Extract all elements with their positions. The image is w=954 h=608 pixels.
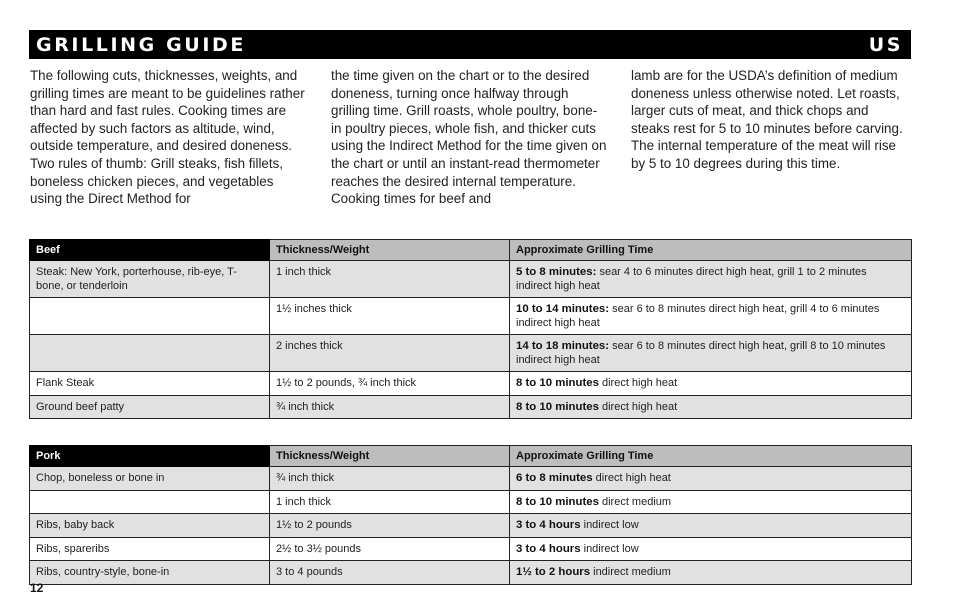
cut-cell: Steak: New York, porterhouse, rib-eye, T-bone, or tenderloin [30, 261, 270, 298]
table-row [30, 372, 912, 396]
time-cell [510, 372, 912, 396]
guide-title-bar [29, 30, 911, 59]
cut-cell: Flank Steak [30, 372, 270, 396]
time-bold: 3 to 4 hours [516, 542, 581, 555]
time-cell [510, 395, 912, 419]
intro-column-1: The following cuts, thicknesses, weights, and grilling times are meant to be guidelines rather than hard and fast rules. Cooking times are affected by such factors as altitude, wind, outside temperature, and desired doneness. Two rules of thumb: Grill steaks, fish fillets, boneless chicken pieces, and vegetables using the Direct Method for [30, 68, 305, 207]
time-detail: indirect medium [590, 566, 671, 578]
time-detail: direct high heat [598, 400, 678, 413]
cut-cell [30, 335, 270, 372]
beef-thickness-header: Thickness/Weight [270, 240, 510, 261]
time-bold: 1½ to 2 hours [516, 566, 591, 578]
time-bold: 14 to 18 minutes: [516, 340, 610, 352]
pork-table [29, 445, 912, 585]
time-bold: 3 to 4 hours [516, 519, 581, 531]
thickness-cell: 1½ to 2 pounds, ¾ inch thick [270, 372, 510, 396]
cut-cell [30, 490, 270, 514]
intro-column-2: the time given on the chart or to the desired doneness, turning once halfway through grilling time. Grill roasts, whole poultry, bone-in poultry pieces, whole fish, and thicker cuts using the Indirect Method for the time given on the chart or until an instant-read thermometer reaches the desired internal temperature. Cooking times for beef and [331, 68, 607, 207]
time-bold: 8 to 10 minutes [516, 377, 599, 389]
intro-column-3: lamb are for the USDA’s definition of medium doneness unless otherwise noted. Let roasts, larger cuts of meat, and thick chops and steaks rest for 5 to 10 minutes before carving. The internal temperature of the meat will rise by 5 to 10 degrees during this time. [631, 68, 903, 171]
table-row [30, 261, 912, 298]
region-label: US [868, 33, 903, 56]
table-row [30, 395, 912, 419]
beef-table [29, 239, 912, 419]
thickness-cell: 1 inch thick [270, 261, 510, 298]
thickness-cell: 1½ to 2 pounds [270, 514, 510, 538]
time-bold: 8 to 10 minutes [516, 495, 599, 508]
cut-cell: Ribs, country-style, bone-in [30, 561, 270, 585]
thickness-cell: 1½ inches thick [270, 298, 510, 335]
table-row [30, 537, 912, 561]
time-cell [510, 261, 912, 298]
thickness-cell: 2½ to 3½ pounds [270, 537, 510, 561]
time-detail: direct high heat [592, 472, 671, 484]
table-row [30, 490, 912, 514]
cut-cell [30, 298, 270, 335]
thickness-cell: 2 inches thick [270, 335, 510, 372]
time-detail: sear 6 to 8 minutes direct high heat, grill 4 to 6 minutes indirect high heat [516, 303, 880, 329]
thickness-cell: ¾ inch thick [270, 395, 510, 419]
pork-time-header: Approximate Grilling Time [510, 446, 912, 467]
time-detail: sear 4 to 6 minutes direct high heat, grill 1 to 2 minutes indirect high heat [516, 266, 867, 292]
pork-category-header: Pork [30, 446, 270, 467]
page-title: GRILLING GUIDE [36, 33, 246, 56]
beef-time-header: Approximate Grilling Time [510, 240, 912, 261]
cut-cell: Ground beef patty [30, 395, 270, 419]
table-row [30, 561, 912, 585]
beef-category-header: Beef [30, 240, 270, 261]
thickness-cell: 1 inch thick [270, 490, 510, 514]
table-row [30, 467, 912, 491]
pork-thickness-header: Thickness/Weight [270, 446, 510, 467]
cut-cell: Ribs, baby back [30, 514, 270, 538]
time-bold: 8 to 10 minutes [516, 400, 599, 413]
table-row [30, 335, 912, 372]
time-cell [510, 561, 912, 585]
time-bold: 6 to 8 minutes [516, 472, 593, 484]
time-detail: sear 6 to 8 minutes direct high heat, grill 8 to 10 minutes indirect high heat [516, 340, 886, 366]
table-row [30, 298, 912, 335]
cut-cell: Ribs, spareribs [30, 537, 270, 561]
time-cell [510, 298, 912, 335]
thickness-cell: ¾ inch thick [270, 467, 510, 491]
time-detail: direct medium [598, 495, 672, 508]
time-cell [510, 335, 912, 372]
time-detail: indirect low [580, 519, 639, 531]
page-number: 12 [30, 581, 44, 595]
pork-header-row [30, 446, 912, 467]
time-cell [510, 467, 912, 491]
time-detail: direct high heat [598, 377, 678, 389]
beef-header-row [30, 240, 912, 261]
time-cell [510, 537, 912, 561]
time-detail: indirect low [580, 542, 639, 555]
time-cell [510, 514, 912, 538]
thickness-cell: 3 to 4 pounds [270, 561, 510, 585]
cut-cell: Chop, boneless or bone in [30, 467, 270, 491]
time-bold: 5 to 8 minutes: [516, 266, 597, 278]
time-bold: 10 to 14 minutes: [516, 303, 610, 315]
time-cell [510, 490, 912, 514]
table-row [30, 514, 912, 538]
